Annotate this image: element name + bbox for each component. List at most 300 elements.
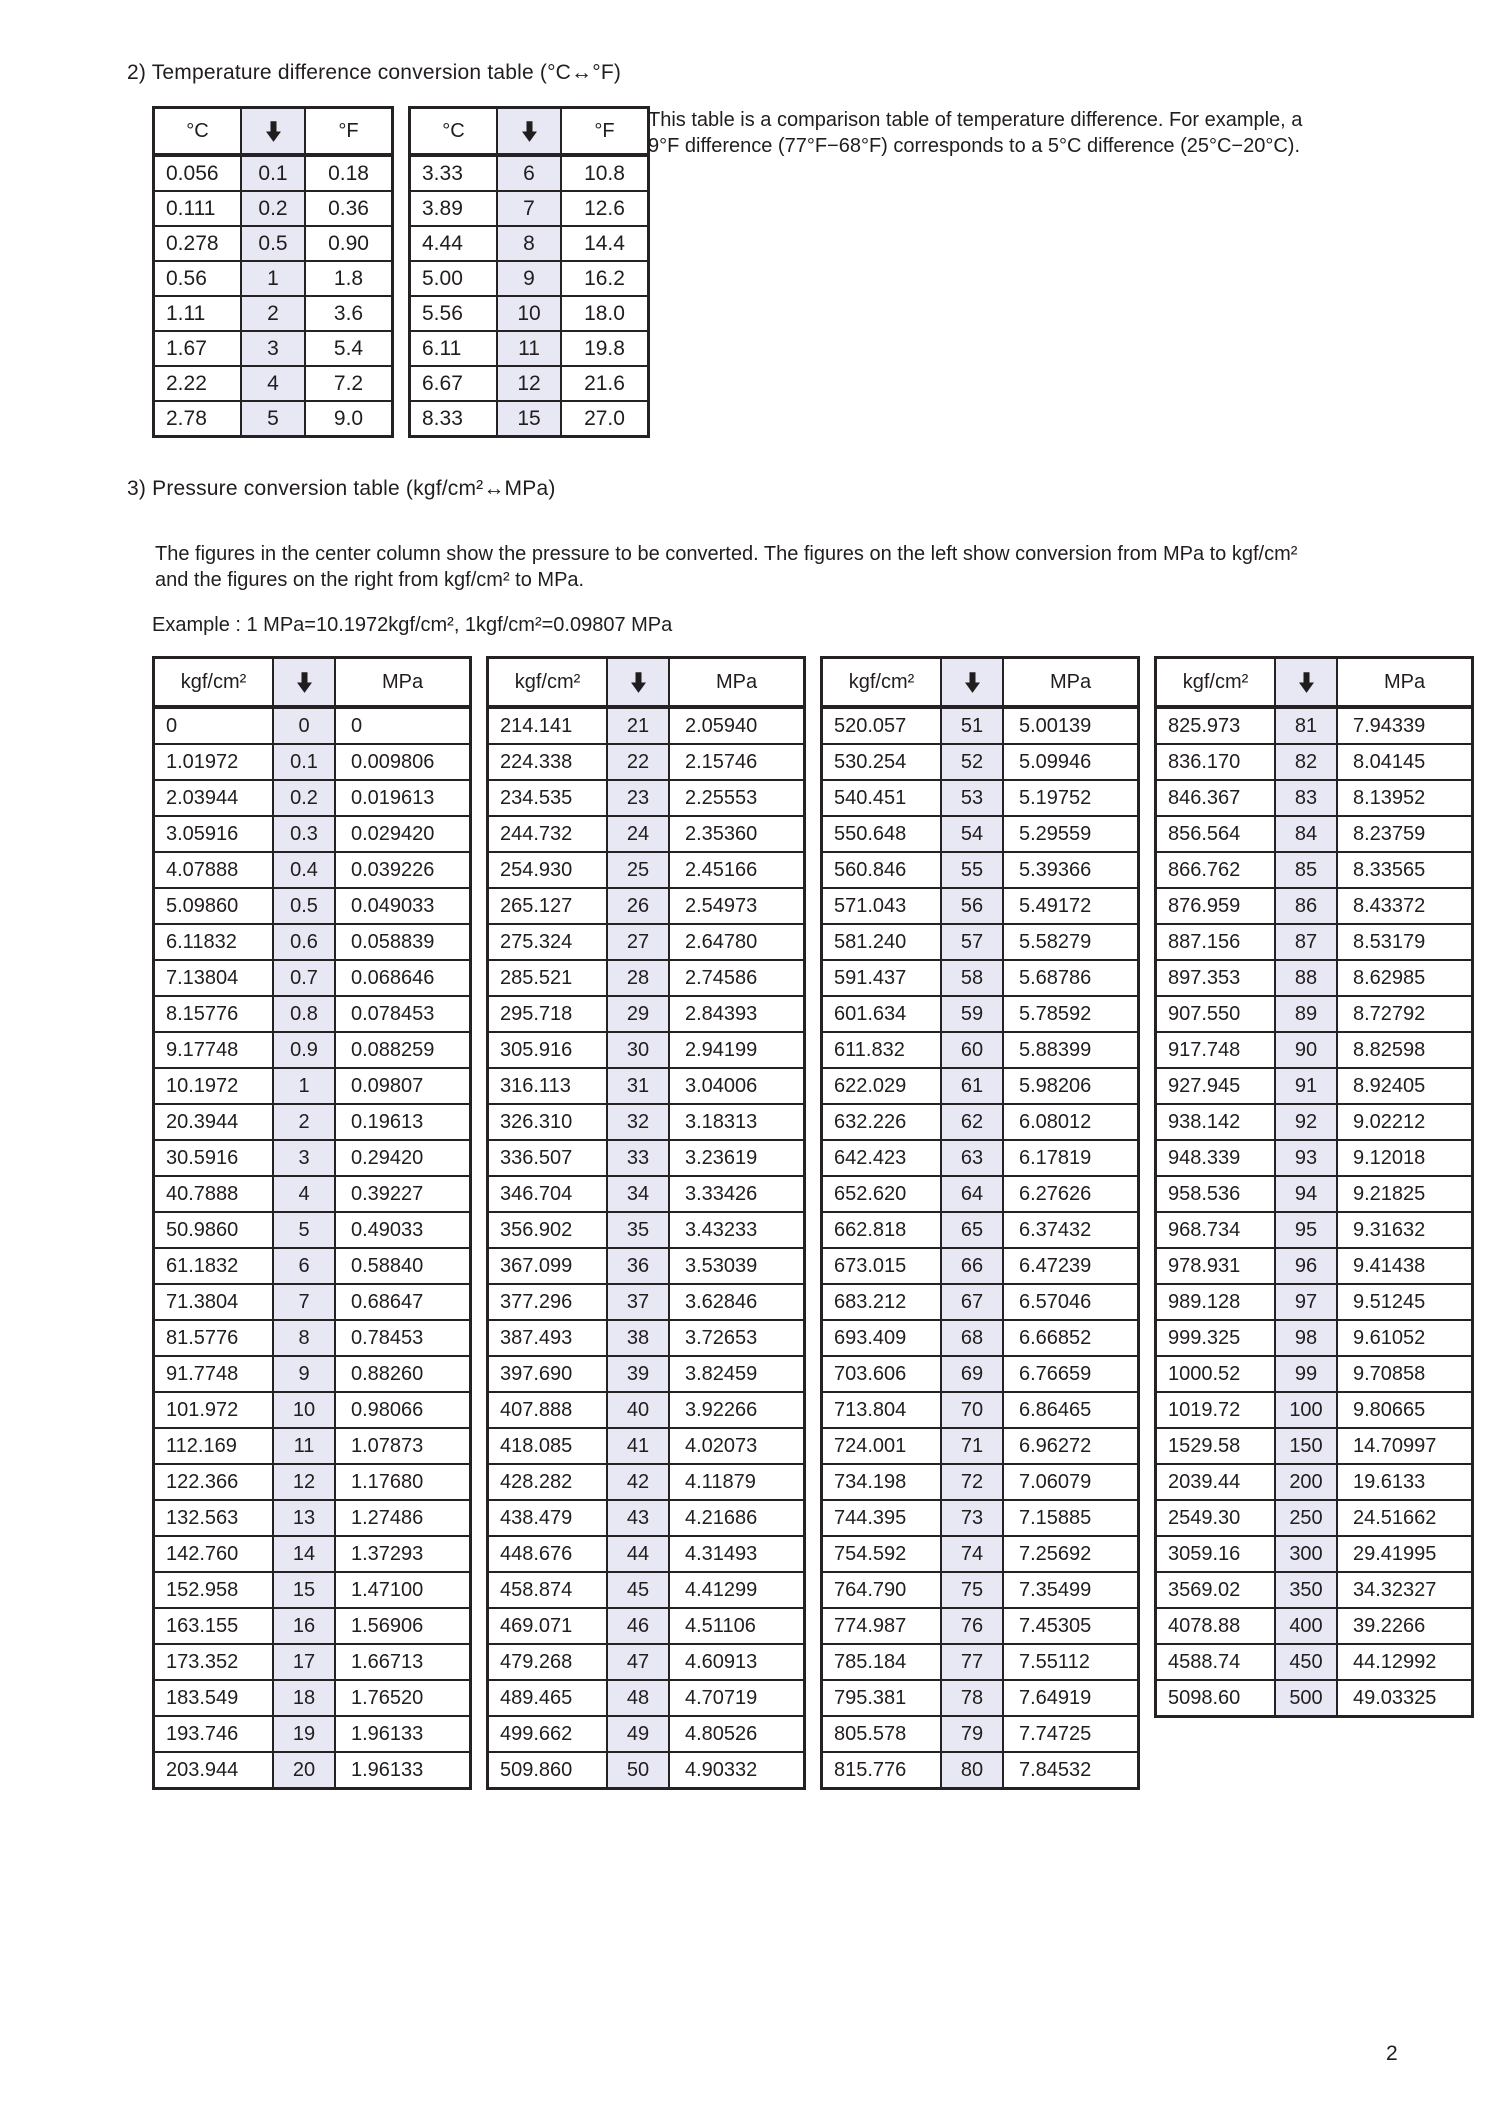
table-row <box>154 1212 471 1248</box>
table-row <box>822 1644 1139 1680</box>
table-row <box>822 1284 1139 1320</box>
table-cell: 58 <box>941 960 1003 996</box>
table-cell: 1019.72 <box>1156 1392 1276 1428</box>
table-cell: 93 <box>1275 1140 1337 1176</box>
table-row <box>410 296 649 331</box>
table-cell: 8 <box>273 1320 335 1356</box>
table-cell: 8.92405 <box>1337 1068 1473 1104</box>
table-cell: 9.41438 <box>1337 1248 1473 1284</box>
table-cell: 0.09807 <box>335 1068 471 1104</box>
table-cell: 5.4 <box>305 331 393 366</box>
table-cell: 275.324 <box>488 924 608 960</box>
header-row <box>154 108 393 156</box>
col-header-mpa: MPa <box>669 658 805 708</box>
table-cell: 0.36 <box>305 191 393 226</box>
table-cell: 397.690 <box>488 1356 608 1392</box>
table-cell: 2 <box>273 1104 335 1140</box>
table-row <box>822 1320 1139 1356</box>
header-row <box>154 658 471 708</box>
table-cell: 26 <box>607 888 669 924</box>
table-cell: 724.001 <box>822 1428 942 1464</box>
table-cell: 3.6 <box>305 296 393 331</box>
col-header-kgfcm2: kgf/cm² <box>154 658 274 708</box>
table-row <box>1156 888 1473 924</box>
table-cell: 70 <box>941 1392 1003 1428</box>
table-row <box>154 1644 471 1680</box>
table-cell: 2.05940 <box>669 707 805 744</box>
table-cell: 346.704 <box>488 1176 608 1212</box>
table-row <box>1156 744 1473 780</box>
table-cell: 10 <box>273 1392 335 1428</box>
table-cell: 29 <box>607 996 669 1032</box>
table-cell: 550.648 <box>822 816 942 852</box>
table-row <box>1156 852 1473 888</box>
table-cell: 7.25692 <box>1003 1536 1139 1572</box>
table-cell: 2.03944 <box>154 780 274 816</box>
table-row <box>822 1176 1139 1212</box>
table-cell: 23 <box>607 780 669 816</box>
table-row <box>1156 996 1473 1032</box>
table-row <box>154 1248 471 1284</box>
table-cell: 5 <box>241 401 305 437</box>
table-cell: 2039.44 <box>1156 1464 1276 1500</box>
table-cell: 21 <box>607 707 669 744</box>
table-row <box>488 996 805 1032</box>
table-cell: 44 <box>607 1536 669 1572</box>
table-cell: 34.32327 <box>1337 1572 1473 1608</box>
table-cell: 6 <box>497 155 561 191</box>
table-cell: 244.732 <box>488 816 608 852</box>
table-cell: 0.058839 <box>335 924 471 960</box>
table-cell: 6.08012 <box>1003 1104 1139 1140</box>
table-row <box>1156 1284 1473 1320</box>
table-cell: 489.465 <box>488 1680 608 1716</box>
col-header-arrow <box>941 658 1003 708</box>
table-cell: 4 <box>273 1176 335 1212</box>
table-cell: 3 <box>273 1140 335 1176</box>
table-cell: 581.240 <box>822 924 942 960</box>
table-cell: 285.521 <box>488 960 608 996</box>
table-cell: 0.4 <box>273 852 335 888</box>
table-row <box>822 1140 1139 1176</box>
table-cell: 601.634 <box>822 996 942 1032</box>
table-row <box>1156 960 1473 996</box>
table-cell: 50 <box>607 1752 669 1789</box>
table-row <box>822 1428 1139 1464</box>
table-row <box>822 1068 1139 1104</box>
table-cell: 8.33565 <box>1337 852 1473 888</box>
table-row <box>488 1284 805 1320</box>
table-cell: 40 <box>607 1392 669 1428</box>
table-cell: 4 <box>241 366 305 401</box>
col-header-celsius: °C <box>154 108 242 156</box>
table-cell: 2.54973 <box>669 888 805 924</box>
pressure-conversion-table-4 <box>1154 656 1474 1718</box>
table-cell: 1.37293 <box>335 1536 471 1572</box>
table-cell: 560.846 <box>822 852 942 888</box>
table-cell: 5.98206 <box>1003 1068 1139 1104</box>
table-cell: 22 <box>607 744 669 780</box>
table-cell: 24.51662 <box>1337 1500 1473 1536</box>
table-row <box>822 1032 1139 1068</box>
table-cell: 846.367 <box>1156 780 1276 816</box>
table-row <box>822 1464 1139 1500</box>
col-header-fahrenheit: °F <box>561 108 649 156</box>
table-cell: 927.945 <box>1156 1068 1276 1104</box>
table-row <box>488 888 805 924</box>
table-cell: 0.5 <box>241 226 305 261</box>
table-cell: 5.09860 <box>154 888 274 924</box>
table-row <box>1156 1248 1473 1284</box>
table-cell: 0.78453 <box>335 1320 471 1356</box>
table-cell: 50.9860 <box>154 1212 274 1248</box>
table-cell: 76 <box>941 1608 1003 1644</box>
table-cell: 254.930 <box>488 852 608 888</box>
table-row <box>154 226 393 261</box>
table-cell: 101.972 <box>154 1392 274 1428</box>
table-cell: 3.05916 <box>154 816 274 852</box>
table-cell: 20.3944 <box>154 1104 274 1140</box>
table-row <box>488 1536 805 1572</box>
table-cell: 214.141 <box>488 707 608 744</box>
table-cell: 774.987 <box>822 1608 942 1644</box>
table-cell: 12 <box>273 1464 335 1500</box>
table-cell: 897.353 <box>1156 960 1276 996</box>
table-cell: 6 <box>273 1248 335 1284</box>
table-cell: 6.67 <box>410 366 498 401</box>
table-row <box>1156 1644 1473 1680</box>
table-cell: 75 <box>941 1572 1003 1608</box>
table-cell: 9.17748 <box>154 1032 274 1068</box>
table-row <box>488 1104 805 1140</box>
table-cell: 11 <box>273 1428 335 1464</box>
table-cell: 42 <box>607 1464 669 1500</box>
section3-title: 3) Pressure conversion table (kgf/cm²↔MPa) <box>127 477 556 500</box>
table-cell: 5.00 <box>410 261 498 296</box>
table-row <box>488 852 805 888</box>
table-cell: 5.88399 <box>1003 1032 1139 1068</box>
table-cell: 30 <box>607 1032 669 1068</box>
table-row <box>1156 1356 1473 1392</box>
table-cell: 0.9 <box>273 1032 335 1068</box>
table-cell: 295.718 <box>488 996 608 1032</box>
table-cell: 8.15776 <box>154 996 274 1032</box>
table-cell: 0.7 <box>273 960 335 996</box>
table-cell: 0.088259 <box>335 1032 471 1068</box>
table-row <box>154 1464 471 1500</box>
table-cell: 6.47239 <box>1003 1248 1139 1284</box>
table-cell: 0.056 <box>154 155 242 191</box>
table-cell: 805.578 <box>822 1716 942 1752</box>
table-cell: 0.009806 <box>335 744 471 780</box>
table-cell: 54 <box>941 816 1003 852</box>
table-row <box>488 1752 805 1789</box>
section3-description: The figures in the center column show the pressure to be converted. The figures on the left show conversion from MPa to kgf/cm² and the figures on the right from kgf/cm² to MPa. <box>155 543 1298 591</box>
col-header-celsius: °C <box>410 108 498 156</box>
table-cell: 2.74586 <box>669 960 805 996</box>
table-row <box>154 1608 471 1644</box>
table-cell: 0.29420 <box>335 1140 471 1176</box>
header-row <box>410 108 649 156</box>
table-cell: 17 <box>273 1644 335 1680</box>
table-cell: 0.39227 <box>335 1176 471 1212</box>
table-row <box>822 1680 1139 1716</box>
table-cell: 0.56 <box>154 261 242 296</box>
table-cell: 520.057 <box>822 707 942 744</box>
table-row <box>410 366 649 401</box>
table-cell: 326.310 <box>488 1104 608 1140</box>
table-cell: 15 <box>497 401 561 437</box>
table-cell: 795.381 <box>822 1680 942 1716</box>
table-cell: 12 <box>497 366 561 401</box>
col-header-arrow <box>497 108 561 156</box>
pressure-tables <box>152 656 1474 1790</box>
table-cell: 571.043 <box>822 888 942 924</box>
table-cell: 4.70719 <box>669 1680 805 1716</box>
table-cell: 469.071 <box>488 1608 608 1644</box>
table-cell: 8.62985 <box>1337 960 1473 996</box>
table-cell: 509.860 <box>488 1752 608 1789</box>
table-cell: 4.07888 <box>154 852 274 888</box>
table-cell: 4.90332 <box>669 1752 805 1789</box>
table-cell: 79 <box>941 1716 1003 1752</box>
table-cell: 7.74725 <box>1003 1716 1139 1752</box>
table-cell: 18.0 <box>561 296 649 331</box>
table-cell: 8.23759 <box>1337 816 1473 852</box>
table-cell: 5.00139 <box>1003 707 1139 744</box>
table-cell: 428.282 <box>488 1464 608 1500</box>
table-cell: 3569.02 <box>1156 1572 1276 1608</box>
table-cell: 652.620 <box>822 1176 942 1212</box>
table-cell: 39.2266 <box>1337 1608 1473 1644</box>
table-cell: 33 <box>607 1140 669 1176</box>
table-cell: 51 <box>941 707 1003 744</box>
table-cell: 0.019613 <box>335 780 471 816</box>
table-cell: 1.56906 <box>335 1608 471 1644</box>
table-cell: 6.11 <box>410 331 498 366</box>
table-cell: 99 <box>1275 1356 1337 1392</box>
table-cell: 13 <box>273 1500 335 1536</box>
table-cell: 16.2 <box>561 261 649 296</box>
table-cell: 367.099 <box>488 1248 608 1284</box>
table-cell: 4.21686 <box>669 1500 805 1536</box>
table-row <box>154 1284 471 1320</box>
table-row <box>1156 1500 1473 1536</box>
temp-conversion-table-2 <box>408 106 650 438</box>
table-cell: 0.8 <box>273 996 335 1032</box>
table-row <box>154 816 471 852</box>
table-cell: 0.88260 <box>335 1356 471 1392</box>
table-cell: 1529.58 <box>1156 1428 1276 1464</box>
table-cell: 112.169 <box>154 1428 274 1464</box>
table-cell: 530.254 <box>822 744 942 780</box>
table-row <box>154 852 471 888</box>
down-arrow-icon <box>1299 671 1314 693</box>
table-cell: 4.51106 <box>669 1608 805 1644</box>
table-cell: 9 <box>497 261 561 296</box>
table-cell: 55 <box>941 852 1003 888</box>
table-row <box>488 1356 805 1392</box>
pressure-conversion-table-1 <box>152 656 472 1790</box>
table-cell: 1.17680 <box>335 1464 471 1500</box>
table-cell: 95 <box>1275 1212 1337 1248</box>
table-cell: 7 <box>273 1284 335 1320</box>
table-cell: 7.2 <box>305 366 393 401</box>
temp-conversion-table-1 <box>152 106 394 438</box>
table-cell: 0.3 <box>273 816 335 852</box>
table-row <box>822 996 1139 1032</box>
table-cell: 5.19752 <box>1003 780 1139 816</box>
table-cell: 500 <box>1275 1680 1337 1717</box>
table-cell: 0.2 <box>241 191 305 226</box>
table-row <box>488 1464 805 1500</box>
table-cell: 84 <box>1275 816 1337 852</box>
table-row <box>822 1608 1139 1644</box>
table-cell: 78 <box>941 1680 1003 1716</box>
table-cell: 611.832 <box>822 1032 942 1068</box>
table-cell: 377.296 <box>488 1284 608 1320</box>
table-row <box>154 1536 471 1572</box>
table-cell: 56 <box>941 888 1003 924</box>
table-cell: 350 <box>1275 1572 1337 1608</box>
table-row <box>154 744 471 780</box>
table-cell: 8.43372 <box>1337 888 1473 924</box>
table-cell: 61.1832 <box>154 1248 274 1284</box>
table-cell: 673.015 <box>822 1248 942 1284</box>
table-cell: 1.96133 <box>335 1716 471 1752</box>
table-cell: 49 <box>607 1716 669 1752</box>
table-row <box>488 1680 805 1716</box>
pressure-conversion-table-2 <box>486 656 806 1790</box>
table-cell: 6.86465 <box>1003 1392 1139 1428</box>
table-cell: 8.13952 <box>1337 780 1473 816</box>
table-cell: 9.31632 <box>1337 1212 1473 1248</box>
table-cell: 0.111 <box>154 191 242 226</box>
table-cell: 74 <box>941 1536 1003 1572</box>
table-cell: 8.04145 <box>1337 744 1473 780</box>
table-cell: 82 <box>1275 744 1337 780</box>
table-cell: 876.959 <box>1156 888 1276 924</box>
table-cell: 150 <box>1275 1428 1337 1464</box>
table-cell: 6.27626 <box>1003 1176 1139 1212</box>
table-row <box>488 744 805 780</box>
col-header-mpa: MPa <box>1003 658 1139 708</box>
table-cell: 0 <box>154 707 274 744</box>
table-row <box>822 1572 1139 1608</box>
table-cell: 1.8 <box>305 261 393 296</box>
table-cell: 27.0 <box>561 401 649 437</box>
table-cell: 6.37432 <box>1003 1212 1139 1248</box>
table-row <box>154 1716 471 1752</box>
table-cell: 1.96133 <box>335 1752 471 1789</box>
temperature-tables <box>152 106 650 438</box>
table-cell: 917.748 <box>1156 1032 1276 1068</box>
table-row <box>822 1104 1139 1140</box>
table-cell: 3.33 <box>410 155 498 191</box>
table-cell: 7.06079 <box>1003 1464 1139 1500</box>
table-cell: 764.790 <box>822 1572 942 1608</box>
table-cell: 407.888 <box>488 1392 608 1428</box>
table-cell: 4.41299 <box>669 1572 805 1608</box>
table-cell: 7.45305 <box>1003 1608 1139 1644</box>
table-cell: 2.22 <box>154 366 242 401</box>
table-row <box>822 1248 1139 1284</box>
table-cell: 29.41995 <box>1337 1536 1473 1572</box>
table-cell: 83 <box>1275 780 1337 816</box>
table-cell: 9 <box>273 1356 335 1392</box>
header-row <box>1156 658 1473 708</box>
table-cell: 46 <box>607 1608 669 1644</box>
table-cell: 3.89 <box>410 191 498 226</box>
col-header-kgfcm2: kgf/cm² <box>488 658 608 708</box>
section2-title: 2) Temperature difference conversion table (°C↔°F) <box>127 61 622 84</box>
table-cell: 4.60913 <box>669 1644 805 1680</box>
table-cell: 968.734 <box>1156 1212 1276 1248</box>
table-cell: 0.19613 <box>335 1104 471 1140</box>
table-cell: 1.01972 <box>154 744 274 780</box>
table-cell: 0.58840 <box>335 1248 471 1284</box>
col-header-arrow <box>1275 658 1337 708</box>
table-cell: 86 <box>1275 888 1337 924</box>
table-row <box>822 1392 1139 1428</box>
table-cell: 3.92266 <box>669 1392 805 1428</box>
table-cell: 4.02073 <box>669 1428 805 1464</box>
table-cell: 0.078453 <box>335 996 471 1032</box>
table-row <box>154 1176 471 1212</box>
table-cell: 0.278 <box>154 226 242 261</box>
table-cell: 7.15885 <box>1003 1500 1139 1536</box>
table-row <box>822 816 1139 852</box>
table-cell: 25 <box>607 852 669 888</box>
table-cell: 2.64780 <box>669 924 805 960</box>
table-cell: 57 <box>941 924 1003 960</box>
table-cell: 6.57046 <box>1003 1284 1139 1320</box>
table-cell: 642.423 <box>822 1140 942 1176</box>
table-row <box>822 707 1139 744</box>
col-header-arrow <box>241 108 305 156</box>
table-cell: 7.55112 <box>1003 1644 1139 1680</box>
table-row <box>1156 1068 1473 1104</box>
table-row <box>488 1392 805 1428</box>
table-cell: 0.2 <box>273 780 335 816</box>
table-row <box>822 1536 1139 1572</box>
table-row <box>154 996 471 1032</box>
table-row <box>488 816 805 852</box>
table-cell: 0.98066 <box>335 1392 471 1428</box>
table-row <box>822 1500 1139 1536</box>
table-row <box>488 707 805 744</box>
table-cell: 61 <box>941 1068 1003 1104</box>
table-cell: 53 <box>941 780 1003 816</box>
down-arrow-icon <box>965 671 980 693</box>
table-cell: 12.6 <box>561 191 649 226</box>
table-cell: 85 <box>1275 852 1337 888</box>
table-cell: 0.039226 <box>335 852 471 888</box>
table-cell: 4.80526 <box>669 1716 805 1752</box>
table-cell: 11 <box>497 331 561 366</box>
table-row <box>154 401 393 437</box>
table-cell: 591.437 <box>822 960 942 996</box>
table-cell: 305.916 <box>488 1032 608 1068</box>
table-cell: 9.12018 <box>1337 1140 1473 1176</box>
table-cell: 48 <box>607 1680 669 1716</box>
table-cell: 9.80665 <box>1337 1392 1473 1428</box>
table-row <box>1156 1320 1473 1356</box>
table-cell: 9.61052 <box>1337 1320 1473 1356</box>
table-cell: 815.776 <box>822 1752 942 1789</box>
table-row <box>154 1680 471 1716</box>
table-cell: 94 <box>1275 1176 1337 1212</box>
